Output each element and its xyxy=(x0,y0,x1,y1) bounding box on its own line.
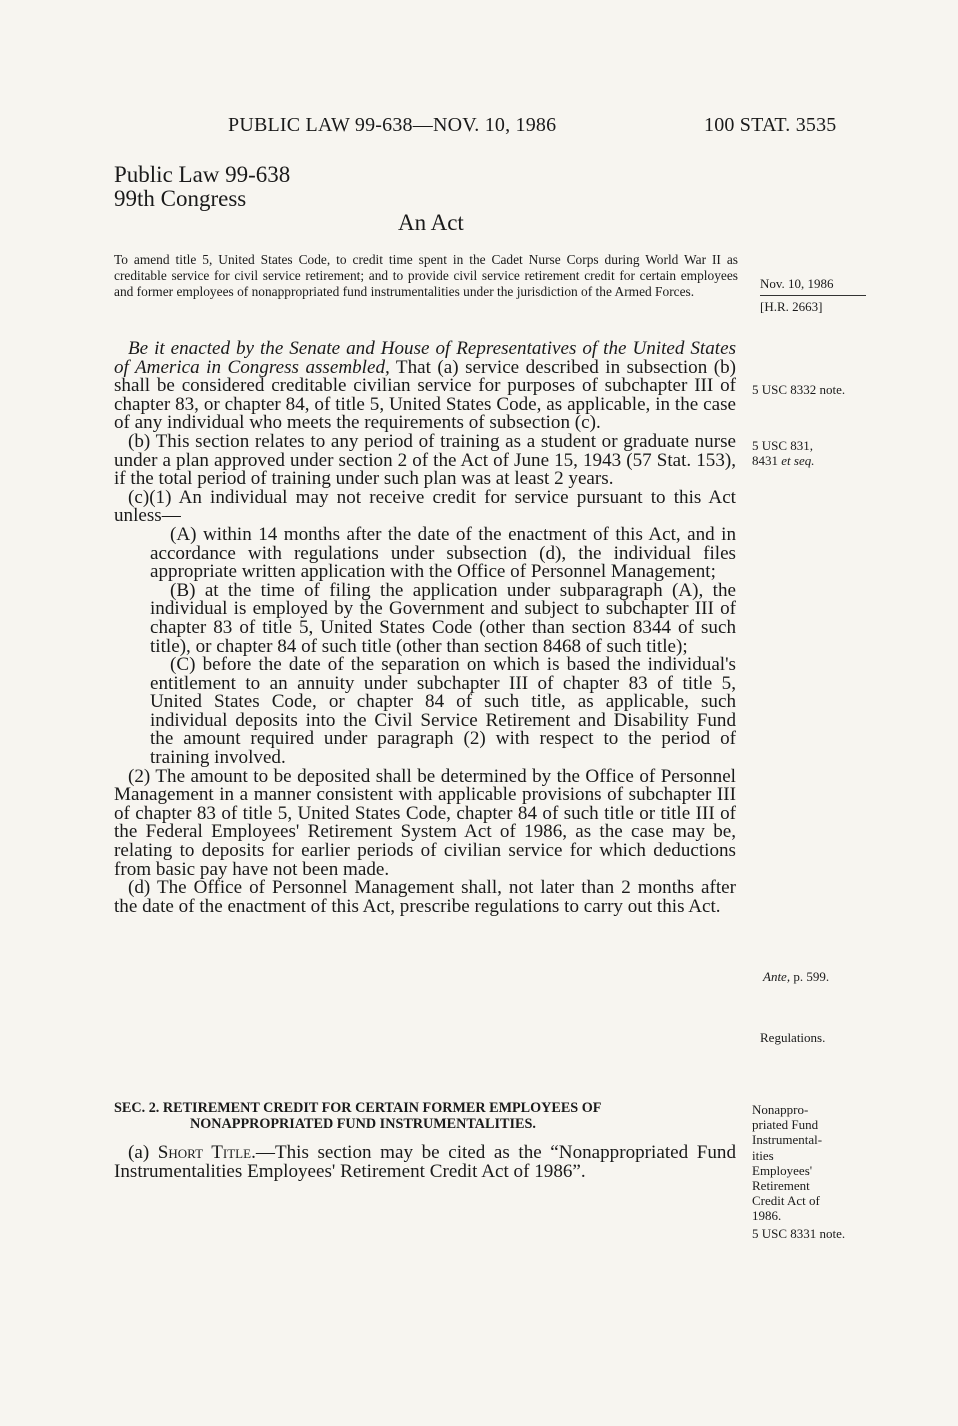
act-body xyxy=(114,340,736,916)
subparagraph-b-text: (B) at the time of filing the application under subparagraph (A), the individual is employed by the Government and subject to subchapter III of chapter 83 of title 5, United States Code (other than section 8344 of such title), or chapter 84 of such title (other than section 8468 of such title); xyxy=(150,579,736,657)
subparagraph-b xyxy=(114,579,736,657)
margin-note-ante-label: Ante, xyxy=(763,969,791,984)
enactment-date: Nov. 10, 1986 xyxy=(760,276,834,291)
section-2-a-label: (a) xyxy=(128,1142,158,1163)
subparagraph-c-text: (C) before the date of the separation on which is based the individual's entitlement to an annuity under subchapter III of chapter 83 of title 5, United States Code, or chapter 84 of such title, as applicable, such individual deposits into the Civil Service Retirement and Disability Fund the amount required under paragraph (2) with respect to the period of training involved. xyxy=(150,654,736,769)
enactment-date-block xyxy=(760,276,868,315)
margin-note-ante-page: p. 599. xyxy=(793,969,830,984)
page-citation: 100 STAT. 3535 xyxy=(704,114,837,136)
enacting-clause xyxy=(114,340,736,433)
subsection-d: (d) The Office of Personnel Management shall, not later than 2 months after the date of the enactment of this Act, prescribe regulations to carry out this Act. xyxy=(114,877,736,917)
margin-note-ante xyxy=(763,969,829,984)
margin-note-nafi-act: Nonappro- priated Fund Instrumental- ities Employees' Retirement Credit Act of 1986. xyxy=(752,1102,823,1224)
subsection-b: (b) This section relates to any period of training as a student or graduate nurse under a plan approved under section 2 of the Act of June 15, 1943 (57 Stat. 153), if the total period of training under such plan was at least 2 years. xyxy=(114,430,736,490)
paragraph-2: (2) The amount to be deposited shall be determined by the Office of Personnel Management in a manner consistent with applicable provisions of subchapter III of chapter 83 of title 5, United States Code, chapter 84 of such title or title III of the Federal Employees' Retirement System Act of 1986, as the case may be, relating to deposits for earlier periods of civilian service for which deductions from basic pay have not been made. xyxy=(114,765,736,880)
margin-note-et-seq: et seq. xyxy=(781,453,815,468)
margin-note-usc-8332: 5 USC 8332 note. xyxy=(752,382,846,397)
enacting-formula: Be it enacted by the Senate and House of Representatives of the United States of America in Congress assembled, xyxy=(114,338,736,378)
act-title: An Act xyxy=(398,210,464,235)
margin-note-usc-8431: 8431 xyxy=(752,453,778,468)
section-2-heading xyxy=(114,1100,736,1132)
short-title-text: .—This section may be cited as the “Nonappropriated Fund Instrumentalities Employees' Retirement Credit Act of 1986”. xyxy=(114,1142,736,1182)
section-2-heading-line2: NONAPPROPRIATED FUND INSTRUMENTALITIES. xyxy=(190,1116,536,1132)
act-purpose: To amend title 5, United States Code, to credit time spent in the Cadet Nurse Corps during World War II as creditable service for civil service retirement; and to provide civil service retirement credit for certain employees and former employees of nonappropriated fund instrumentalities under the jurisdiction of the Armed Forces. xyxy=(114,252,738,300)
section-2-subsection-a xyxy=(114,1144,736,1181)
bill-number: [H.R. 2663] xyxy=(760,299,823,314)
date-rule xyxy=(760,295,866,296)
subparagraph-a xyxy=(114,523,736,583)
margin-note-usc-8331: 5 USC 8331 note. xyxy=(752,1226,846,1241)
margin-note-regulations: Regulations. xyxy=(760,1030,826,1045)
margin-note-usc-831-line2 xyxy=(752,453,814,468)
section-2-heading-line1: SEC. 2. RETIREMENT CREDIT FOR CERTAIN FORMER EMPLOYEES OF xyxy=(114,1100,602,1116)
subparagraph-c xyxy=(114,656,736,768)
margin-note-usc-831-line1: 5 USC 831, xyxy=(752,438,814,453)
short-title-caption: Short Title xyxy=(157,1142,252,1163)
running-header: PUBLIC LAW 99-638—NOV. 10, 1986 xyxy=(228,114,557,136)
subsection-a: That (a) service described in subsection (b) shall be considered creditable civilian service for purposes of subchapter III of chapter 83, or chapter 84, of title 5, United States Code, as applicable, in the case of any individual who meets the requirements of subsection (c). xyxy=(114,356,736,434)
subparagraph-a-text: (A) within 14 months after the date of the enactment of this Act, and in accordance with regulations under subsection (d), the individual files appropriate written application with the Office of Personnel Management; xyxy=(150,523,736,583)
margin-note-usc-831 xyxy=(752,438,814,468)
congress-number: 99th Congress xyxy=(114,186,247,211)
public-law-number: Public Law 99-638 xyxy=(114,162,291,187)
subsection-c1: (c)(1) An individual may not receive credit for service pursuant to this Act unless— xyxy=(114,486,736,527)
